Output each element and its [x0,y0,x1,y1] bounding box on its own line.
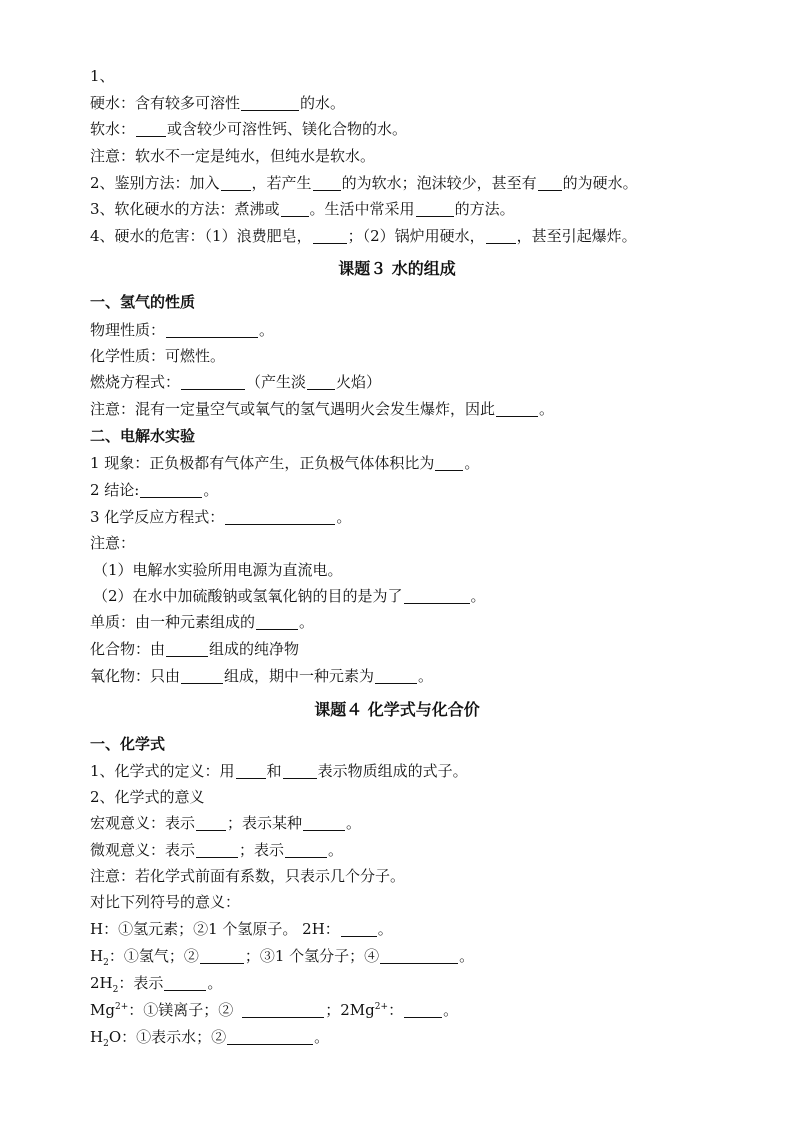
combustion-equation-line: 燃烧方程式： （产生淡 火焰） [90,373,382,391]
electrolysis-note-head: 注意： [90,534,136,552]
electrolysis-note-2: （2）在水中加硫酸钠或氢氧化钠的目的是为了 。 [93,587,486,605]
blank [166,641,208,657]
physical-property-line: 物理性质： 。 [90,321,275,339]
lesson3-title: 课题３ 水的组成 [338,259,456,278]
item-1: 1、 [90,67,115,85]
soft-water-note: 注意：软水不一定是纯水，但纯水是软水。 [90,147,376,165]
blank [225,509,335,525]
element-substance-line: 单质：由一种元素组成的 。 [90,613,315,631]
blank [486,228,516,244]
blank [313,228,347,244]
formula-meaning-line: 2、化学式的意义 [90,788,205,806]
blank [242,1002,324,1018]
soft-water-line: 软水： 或含较少可溶性钙、镁化合物的水。 [90,120,408,138]
blank [341,921,377,937]
oxide-line: 氧化物：只由 组成，期中一种元素为 。 [90,667,434,685]
macro-meaning-line: 宏观意义：表示 ；表示某种 。 [90,814,362,832]
mg-ion-line: $Mg^{2+}$：①镁离子；② ；$2Mg^{2+}$： 。 [90,1001,459,1019]
blank [200,948,244,964]
blank [303,815,345,831]
blank [404,1002,442,1018]
phenomenon-line: 1 现象：正负极都有气体产生，正负极气体体积比为 。 [90,454,480,472]
blank [164,975,206,991]
compare-symbols-line: 对比下列符号的意义： [90,893,241,911]
conclusion-line: 2 结论: 。 [90,481,219,499]
blank [196,815,226,831]
micro-meaning-line: 微观意义：表示 ；表示 。 [90,841,344,859]
blank [416,201,454,217]
blank [241,95,299,111]
blank [435,455,463,471]
blank [285,842,327,858]
lesson3-section2-heading: 二、电解水实验 [90,427,196,445]
lesson3-section1-heading: 一、氢气的性质 [90,293,196,311]
blank [136,121,166,137]
blank [236,763,266,779]
blank [166,322,258,338]
hard-water-line: 硬水：含有较多可溶性 的水。 [90,94,346,112]
lesson4-section1-heading: 一、化学式 [90,735,166,753]
blank [307,374,335,390]
blank [181,374,245,390]
lesson4-title: 课题４ 化学式与化合价 [314,700,480,719]
blank [404,588,470,604]
blank [313,175,341,191]
blank [281,201,309,217]
blank [538,175,562,191]
blank [283,763,317,779]
electrolysis-note-1: （1）电解水实验所用电源为直流电。 [93,561,343,579]
blank [181,668,223,684]
blank [196,842,238,858]
hydrogen-note-line: 注意：混有一定量空气或氧气的氢气遇明火会发生爆炸，因此 。 [90,400,555,418]
soften-line: 3、软化硬水的方法：煮沸或 。生活中常采用 的方法。 [90,200,515,218]
blank [140,482,202,498]
harm-line: 4、硬水的危害：（1）浪费肥皂， ；（2）锅炉用硬水， ，甚至引起爆炸。 [90,227,637,245]
identify-line: 2、鉴别方法：加入 ，若产生 的为软水；泡沫较少，甚至有 的为硬水。 [90,174,638,192]
h2o-symbol-line: $H_2O$：①表示水；② 。 [90,1028,330,1049]
2h2-symbol-line: $2H_2$：表示 。 [90,974,223,995]
blank [380,948,458,964]
compound-line: 化合物：由 组成的纯净物 [90,640,300,658]
blank [496,401,538,417]
reaction-equation-line: 3 化学反应方程式： 。 [90,508,352,526]
h2-symbol-line: $H_2$：①氢气；② ；③1 个氢分子；④ 。 [90,947,475,968]
formula-definition-line: 1、化学式的定义：用 和 表示物质组成的式子。 [90,762,468,780]
h-symbol-line: H：①氢元素；②1 个氢原子。 2H： 。 [90,920,393,938]
blank [256,614,298,630]
coefficient-note-line: 注意：若化学式前面有系数，只表示几个分子。 [90,867,406,885]
chemical-property-line: 化学性质：可燃性。 [90,347,226,365]
blank [375,668,417,684]
blank [221,175,251,191]
blank [227,1029,313,1045]
